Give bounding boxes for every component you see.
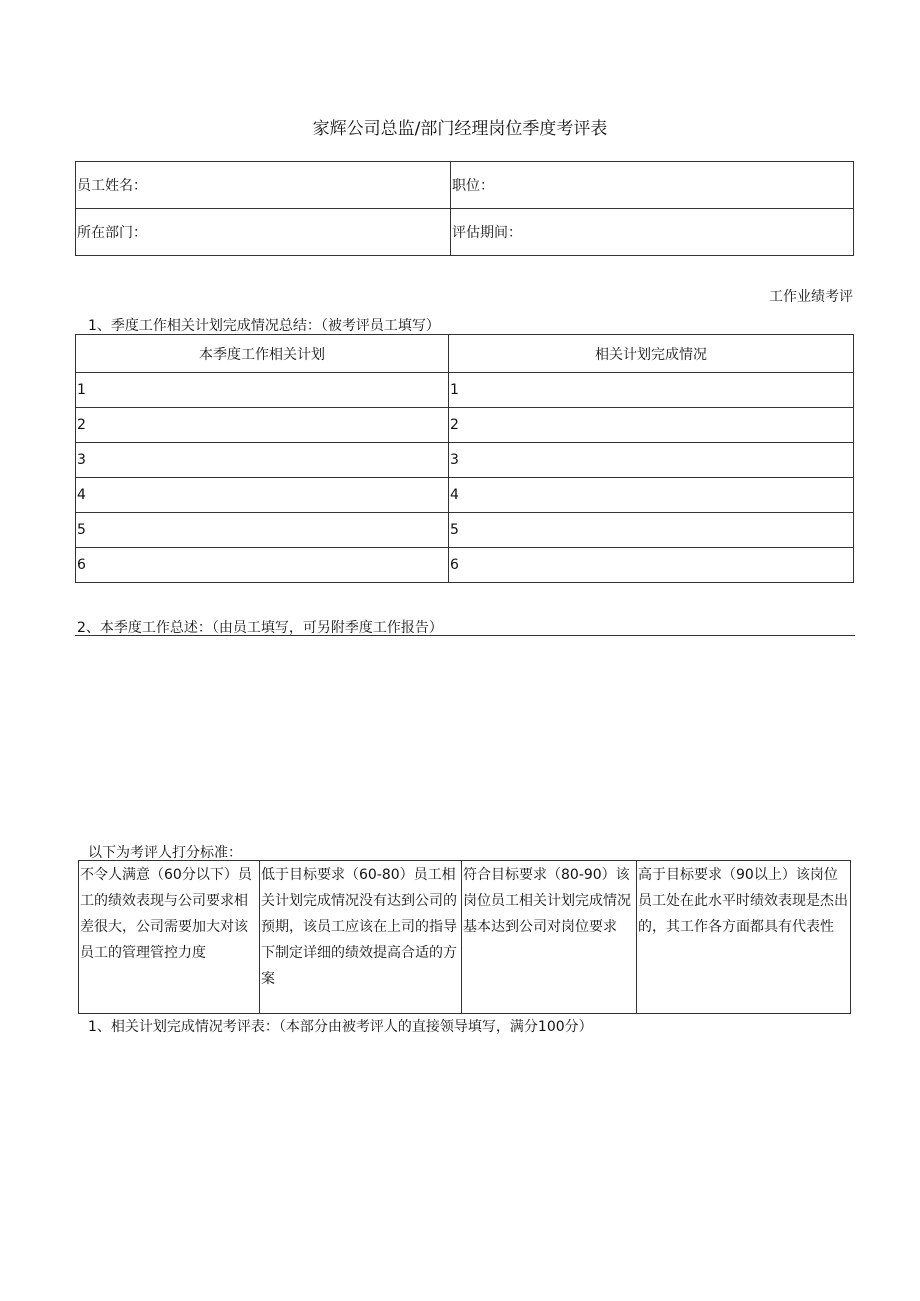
completion-col-header: 相关计划完成情况 [449,335,854,373]
section3-heading: 1、相关计划完成情况考评表：（本部分由被考评人的直接领导填写，满分100分） [88,1019,593,1035]
section2-heading: 2、本季度工作总述：（由员工填写，可另附季度工作报告） [77,620,443,636]
criteria-label: 以下为考评人打分标准： [88,845,242,861]
position-field[interactable]: 职位： [451,162,854,209]
criteria-table [78,860,851,1014]
criteria-unsatisfactory: 不令人满意（60分以下）员工的绩效表现与公司要求相差很大，公司需要加大对该员工的管理管控力度 [79,861,260,1014]
completion-cell[interactable]: 2 [449,408,854,443]
completion-cell[interactable]: 6 [449,548,854,583]
plan-cell[interactable]: 2 [76,408,449,443]
divider [75,635,855,636]
table-row [76,408,854,443]
plan-cell[interactable]: 6 [76,548,449,583]
table-row [76,443,854,478]
department-field[interactable]: 所在部门： [76,209,451,256]
table-row [76,373,854,408]
table-row [76,548,854,583]
plan-cell[interactable]: 3 [76,443,449,478]
page-title: 家辉公司总监/部门经理岗位季度考评表 [312,119,608,139]
section1-heading: 1、季度工作相关计划完成情况总结：（被考评员工填写） [88,318,440,334]
period-field[interactable]: 评估期间： [451,209,854,256]
table-row [76,478,854,513]
completion-cell[interactable]: 5 [449,513,854,548]
plan-cell[interactable]: 1 [76,373,449,408]
plan-cell[interactable]: 5 [76,513,449,548]
section-label: 工作业绩考评 [769,289,853,305]
criteria-below-target: 低于目标要求（60-80）员工相关计划完成情况没有达到公司的预期，该员工应该在上司的指导下制定详细的绩效提高合适的方案 [260,861,462,1014]
plan-table [75,334,854,583]
completion-cell[interactable]: 1 [449,373,854,408]
summary-area[interactable] [75,640,855,830]
employee-info-table [75,161,854,256]
plan-cell[interactable]: 4 [76,478,449,513]
completion-cell[interactable]: 4 [449,478,854,513]
table-row [76,513,854,548]
criteria-above-target: 高于目标要求（90以上）该岗位员工处在此水平时绩效表现是杰出的，其工作各方面都具有代表性 [637,861,851,1014]
name-field[interactable]: 员工姓名： [76,162,451,209]
criteria-meets-target: 符合目标要求（80-90）该岗位员工相关计划完成情况基本达到公司对岗位要求 [462,861,637,1014]
completion-cell[interactable]: 3 [449,443,854,478]
plan-col-header: 本季度工作相关计划 [76,335,449,373]
